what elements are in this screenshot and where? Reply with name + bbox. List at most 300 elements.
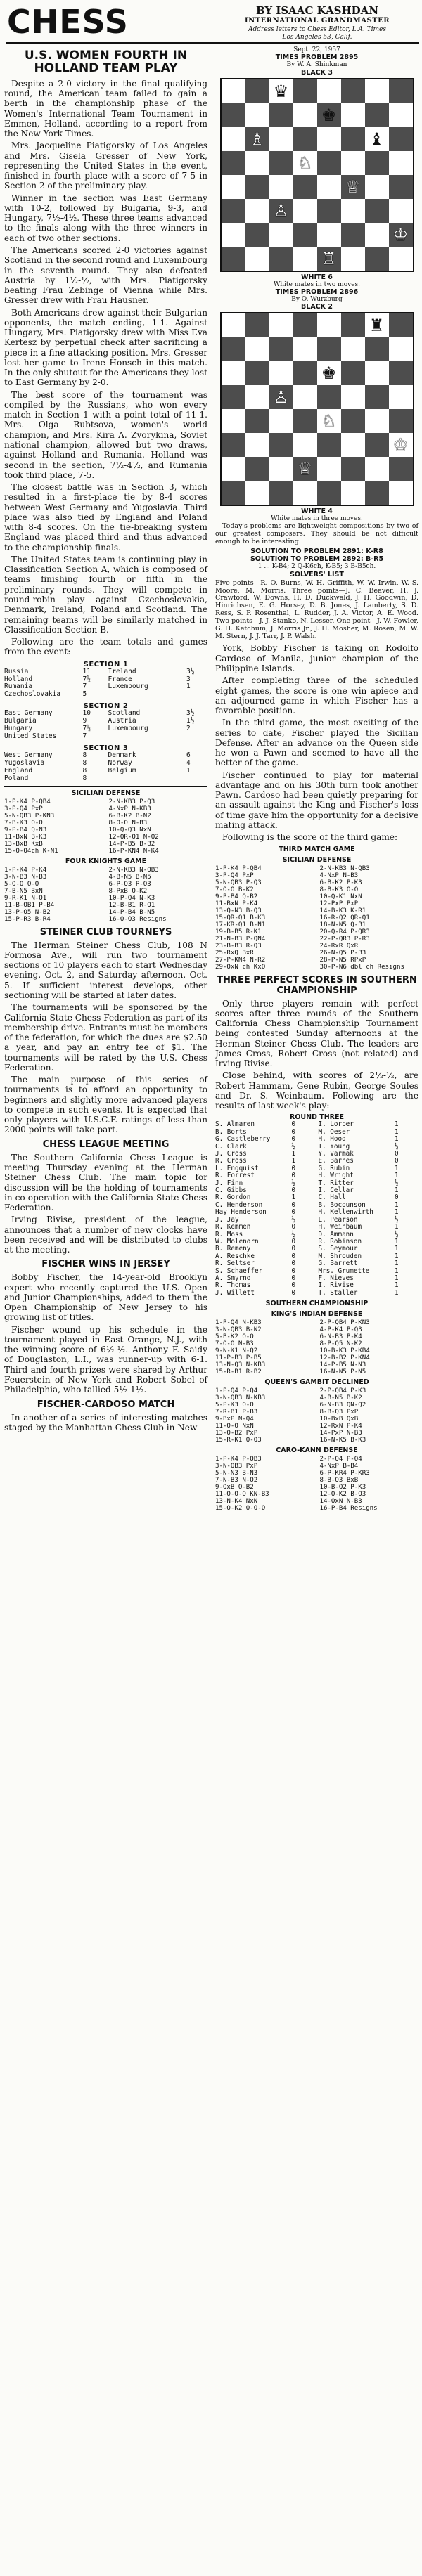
chess-move: 4-B-N5 B-N5 (108, 873, 151, 881)
address-line-2: Los Angeles 53, Calif. (282, 34, 352, 41)
standings-cell: Belgium (108, 766, 136, 775)
round-three-title: ROUND THREE (290, 1113, 344, 1122)
board-square (317, 385, 341, 409)
chess-move: 2-N-KB3 P-Q3 (108, 798, 155, 805)
board-square (341, 151, 365, 175)
result-cell: 1 (395, 1288, 399, 1297)
chess-move: 14-B-K3 K-R1 (319, 907, 366, 914)
fischer-continuation-paragraph: In the third game, the most exciting of the series to date, Fischer played the Sicilian Defense. After an advance on the Queen side he won a Pawn and seemed to have all the better of the game. (215, 718, 418, 768)
result-cell: ½ (395, 1215, 399, 1224)
board-square (341, 361, 365, 385)
round-three-results (215, 1121, 418, 1297)
board-square (245, 79, 269, 103)
result-cell: 0 (291, 1135, 296, 1144)
board-square (293, 433, 317, 457)
standings-cell: 8 (82, 774, 87, 782)
chess-move: 9-P-B4 Q-N3 (4, 826, 47, 834)
chess-move: 8-B-K3 O-O (319, 886, 359, 893)
result-cell: L. Pearson (318, 1215, 358, 1224)
problem-two-diagram (217, 312, 418, 506)
chess-piece-icon: ♚ (321, 363, 337, 384)
board-square (222, 433, 245, 457)
standings-cell: Czechoslovakia (4, 690, 61, 699)
problem-one-caption: White mates in two moves. (273, 280, 361, 288)
standings-cell: 5 (82, 690, 87, 699)
result-cell: C. Clark (215, 1142, 247, 1151)
team-standings (4, 661, 207, 783)
board-square (245, 175, 269, 199)
chess-move: 16-P-KN4 N-K4 (108, 847, 159, 855)
result-cell: 1 (395, 1260, 399, 1268)
chess-move: 9-QxB Q-B2 (215, 1484, 254, 1491)
result-cell: 0 (291, 1200, 296, 1209)
chess-move: 3-N-QB3 PxP (215, 1463, 258, 1470)
league-paragraph: The Southern California Chess League is meeting Thursday evening at the Herman Steiner Chess Club. The main topic for discussion will be the holding of tournaments in co-operation with the California State Chess Federation. (4, 1152, 207, 1213)
chess-move: 6-P-KR4 P-KR3 (319, 1470, 370, 1477)
board-square (222, 151, 245, 175)
article-paragraph: The United States team is continuing play in Classification Section A, which is composed of teams finishing fourth or fifth in the preliminary rounds. They will compete in round-robin play against Czechoslovakia, Denmark, Ireland, Poland and Scotland. The remaining teams will be similarly matched in Classification Section B. (4, 554, 207, 635)
chess-move: 13-BxB KxB (4, 840, 43, 848)
result-cell: 1 (395, 1237, 399, 1245)
board-square (341, 247, 365, 271)
main-article (4, 79, 207, 657)
article-paragraph: Both Americans drew against their Bulgarian opponents, the match ending, 1-1. Against Hungary, Mrs. Piatigorsky drew with Miss Eva Kertesz by perpetual check after sacrificing a piece in a fine attacking position. Mrs. Gresser lost her game to Irene Honsch in this match. In the only shutout for the Americans they lost to East Germany by 2-0. (4, 307, 207, 388)
standings-cell (108, 733, 183, 741)
board-square (293, 79, 317, 103)
game-one-score (4, 798, 207, 855)
southern-game-score (215, 1319, 418, 1376)
result-cell: G. Barrett (318, 1260, 358, 1268)
standings-table (4, 710, 207, 741)
championship-paragraph: Close behind, with scores of 2½-½, are Robert Hammam, Gene Rubin, George Soules and Dr. S. Weinbaum. Following are the results of last week's play: (215, 1070, 418, 1111)
chess-move: 16-R-Q2 QR-Q1 (319, 914, 370, 921)
article-paragraph: The Americans scored 2-0 victories against Scotland in the second round and Luxembourg in the seventh round. They also defeated Austria by 1½-½, with Mrs. Piatigorsky beating Frau Zebinge of Vienna while Mrs. Gresser drew with Frau Hausner. (4, 245, 207, 306)
chess-move: 4-NxP N-B3 (319, 872, 359, 879)
board-square (222, 385, 245, 409)
game-one-title: SICILIAN DEFENSE (71, 789, 141, 797)
chess-move: 12-RxN P-K4 (319, 1423, 362, 1430)
board-square (317, 127, 341, 151)
board-square (365, 247, 389, 271)
board-square (222, 199, 245, 223)
board-square (245, 361, 269, 385)
chess-move: 1-P-Q4 N-KB3 (215, 1319, 262, 1327)
board-square (341, 337, 365, 361)
chess-move: 16-N-K5 B-K3 (319, 1437, 366, 1444)
result-cell: 1 (395, 1127, 399, 1136)
chess-piece-icon: ♙ (273, 200, 289, 221)
standings-cell: Luxembourg (108, 682, 148, 691)
southern-championship-article (215, 999, 418, 1111)
fischer-continuation-paragraph: Following is the score of the third game: (222, 832, 398, 843)
result-cell: 0 (291, 1186, 296, 1195)
chess-move: 16-Q-Q3 Resigns (108, 915, 167, 923)
solution-line-2: SOLUTION TO PROBLEM 2892: B-R5 (250, 555, 384, 564)
chess-move: 15-R-B1 R-B2 (215, 1368, 262, 1376)
chess-move: 7-N-B3 N-Q2 (215, 1477, 258, 1484)
result-cell: T. Staller (318, 1288, 358, 1297)
chess-move: 6-P-Q3 P-Q3 (108, 880, 151, 888)
board-square (222, 103, 245, 127)
board-square (365, 385, 389, 409)
chess-move: 24-RxR QxR (319, 942, 359, 950)
result-cell: Hay Henderson (215, 1208, 267, 1217)
result-cell: J. Finn (215, 1179, 243, 1187)
result-cell: G. Rubin (318, 1164, 350, 1172)
result-cell: 1 (395, 1245, 399, 1253)
result-cell: ½ (395, 1179, 399, 1187)
board-square (341, 433, 365, 457)
board-square (341, 481, 365, 505)
result-cell: 1 (291, 1193, 296, 1202)
chess-move: 14-P-B5 B-B2 (108, 840, 155, 848)
masthead (6, 3, 419, 44)
chess-move: 15-R-K1 Q-Q3 (215, 1437, 262, 1444)
board-square (317, 223, 341, 247)
result-cell: G. Castleberry (215, 1135, 271, 1144)
address-line-1: Address letters to Chess Editor, L.A. Times (248, 26, 386, 33)
chess-move: 6-N-B3 QN-Q2 (319, 1402, 366, 1409)
board-square (317, 151, 341, 175)
caro-kann-title: CARO-KANN DEFENSE (276, 1446, 358, 1455)
board-square (269, 361, 293, 385)
board-square (245, 409, 269, 433)
solvers-heading: SOLVERS' LIST (290, 570, 344, 578)
board-square (269, 433, 293, 457)
result-cell: R. Gordon (215, 1193, 251, 1202)
chess-piece-icon: ♜ (369, 316, 385, 336)
result-cell: 1 (395, 1267, 399, 1275)
result-cell: S. Schaeffer (215, 1267, 263, 1275)
chess-move: 16-P-B4 Resigns (319, 1505, 378, 1513)
chess-move: 19-B-B5 R-K1 (215, 928, 262, 936)
article-paragraph: The closest battle was in Section 3, which resulted in a first-place tie by 8-4 scores between West Germany and Yugoslavia. Third place was also tied by England and Poland with 8-4 scores. On the tie-breaking system England was placed third and thus advanced to the championship finals. (4, 482, 207, 552)
board-square (389, 79, 413, 103)
result-cell: J. Willett (215, 1288, 255, 1297)
board-square (222, 481, 245, 505)
chess-move: 4-NxP N-KB3 (108, 805, 151, 813)
chess-piece-icon: ♙ (273, 387, 289, 408)
chess-move: 7-O-O N-B3 (215, 1340, 254, 1348)
chess-move: 25-RxQ BxR (215, 949, 254, 957)
board-square (245, 481, 269, 505)
result-cell: T. Young (318, 1142, 350, 1151)
standings-cell: 1½ (186, 717, 195, 725)
standings-table (4, 668, 207, 699)
board-square (222, 127, 245, 151)
chess-move: 18-N-N5 Q-B1 (319, 921, 366, 928)
standings-cell: Holland (4, 675, 33, 683)
steiner-paragraph: The tournaments will be sponsored by the California State Chess Federation as part of its membership drive. Entrants must be members of the federation, for which the dues are $2.50 a year, and pay an entry fee of $1. The tournaments will be rated by the U.S. Chess Federation. (4, 1002, 207, 1073)
standings-cell: 7 (82, 732, 87, 741)
standings-cell: 3 (186, 675, 191, 683)
board-square (245, 457, 269, 481)
board-square (269, 247, 293, 271)
chess-move: 15-P-R3 B-R4 (4, 915, 51, 923)
result-cell: C. Hall (318, 1193, 346, 1202)
chess-piece-icon: ♝ (369, 129, 385, 149)
board-square (269, 481, 293, 505)
board-square (389, 361, 413, 385)
board-square (365, 481, 389, 505)
chess-move: 1-P-Q4 P-Q4 (215, 1387, 258, 1395)
chess-move: 8-PxB Q-K2 (108, 887, 148, 895)
fischer-continuation-paragraph: After completing three of the scheduled eight games, the score is one win apiece and an adjourned game in which Fischer has a favorable position. (215, 675, 418, 716)
standings-cell: Norway (108, 758, 132, 767)
problem-date: Sept. 22, 1957 (293, 46, 340, 53)
chess-move: 9-BxP N-Q4 (215, 1416, 254, 1423)
chess-move: 11-BxN P-K4 (215, 900, 258, 907)
chess-move: 12-Q-K2 B-Q3 (319, 1491, 366, 1499)
board-square (365, 199, 389, 223)
board-square (269, 223, 293, 247)
problem-one-author: By W. A. Shinkman (286, 61, 347, 69)
chess-move: 2-N-KB3 N-QB3 (319, 865, 370, 872)
chess-piece-icon: ♛ (273, 81, 289, 101)
chess-move: 13-Q-B2 PxP (215, 1430, 258, 1437)
fischer-cardoso-continuation (215, 643, 418, 842)
board-square (389, 457, 413, 481)
board-square (365, 223, 389, 247)
board-square (245, 103, 269, 127)
standings-cell (108, 775, 183, 783)
chess-move: 14-P-B4 B-N5 (108, 908, 155, 916)
board-square (389, 313, 413, 337)
result-cell: 0 (395, 1193, 399, 1202)
chess-move: 13-N-K4 NxN (215, 1498, 258, 1506)
chess-move: 13-N-Q3 N-KB3 (215, 1361, 266, 1369)
board-square (317, 457, 341, 481)
chess-move: 9-P-B4 Q-B2 (215, 893, 258, 900)
board-square (222, 457, 245, 481)
chess-move: 10-B-Q2 P-K3 (319, 1484, 366, 1491)
result-cell: S. Seymour (318, 1245, 358, 1253)
third-game-score (215, 865, 418, 971)
board-square (245, 151, 269, 175)
chess-move: 12-PxP PxP (319, 900, 359, 907)
standings-cell: 1 (186, 682, 191, 691)
game-two-score (4, 867, 207, 923)
chess-move: 14-PxP N-B3 (319, 1430, 362, 1437)
result-cell: ½ (395, 1142, 399, 1151)
article-paragraph: Despite a 2-0 victory in the final qualifying round, the American team failed to gain a berth in the championship phase of the Women's International Team Tournament in Emmen, Holland, according to a report from the New York Times. (4, 78, 207, 139)
result-cell: W. Molenorn (215, 1237, 259, 1245)
board-square (293, 247, 317, 271)
article-paragraph: Following are the team totals and games from the event: (4, 637, 207, 657)
standings-cell: 11 (82, 667, 91, 675)
result-cell: D. Ammann (318, 1230, 354, 1238)
divider (4, 786, 207, 787)
standings-cell (186, 691, 207, 699)
result-cell: 0 (291, 1288, 296, 1297)
standings-cell: England (4, 766, 33, 775)
fischer-article (4, 1272, 207, 1394)
chess-move: 7-O-O B-K2 (215, 886, 254, 893)
chess-move: 13-Q-N3 B-Q3 (215, 907, 262, 914)
chess-move: 16-N-N5 P-N5 (319, 1368, 366, 1376)
result-cell: 0 (291, 1260, 296, 1268)
chess-piece-icon: ♕ (345, 176, 361, 197)
board-square (269, 337, 293, 361)
standings-section-title: SECTION 3 (83, 744, 129, 752)
chess-move: 12-QR-Q1 N-Q2 (108, 833, 159, 841)
board-square (269, 175, 293, 199)
result-cell: 0 (291, 1223, 296, 1231)
article-paragraph: The best score of the tournament was compiled by the Russians, who won every match in Section 1 with a point total of 11-1. Mrs. Olga Rubtsova, women's world champion, and Mrs. Kira A. Zvorykina, Soviet national champion, allowed but two draws, against Holland and Rumania. Holland was second in the section, 7½-4½, and Rumania took third place, 7-5. (4, 389, 207, 480)
chess-move: 2-P-QB4 P-K3 (319, 1387, 366, 1395)
steiner-paragraph: The Herman Steiner Chess Club, 108 N Formosa Ave., will run two tournament sections of 10 players each to start Wednesday evening, Oct. 2, and Saturday afternoon, Oct. 5. If sufficient interest develops, other sectioning will be started at later dates. (4, 940, 207, 1000)
standings-cell: Ireland (108, 667, 136, 675)
chess-move: 5-N-QB3 P-Q3 (215, 879, 262, 886)
third-game-subtitle: SICILIAN DEFENSE (282, 855, 352, 864)
southern-game-subtitle: KING'S INDIAN DEFENSE (271, 1310, 363, 1319)
board-square (269, 127, 293, 151)
result-cell: R. Moss (215, 1230, 243, 1238)
chess-move: 27-P-KN4 N-R2 (215, 956, 266, 964)
board-square (293, 409, 317, 433)
result-cell: 1 (395, 1135, 399, 1144)
chess-move: 1-P-K4 P-QB4 (4, 798, 51, 805)
standings-cell: 4 (186, 758, 191, 767)
chess-move: 15-QR-Q1 B-K3 (215, 914, 266, 921)
board-square (341, 223, 365, 247)
chess-move: 14-P-B5 N-N3 (319, 1361, 366, 1369)
chess-move: 8-B-Q3 PxP (319, 1409, 359, 1416)
chess-move: 30-P-N6 dbl ch Resigns (319, 963, 404, 971)
chess-move: 11-BxN B-K3 (4, 833, 47, 841)
league-headline: CHESS LEAGUE MEETING (42, 1139, 170, 1150)
board-square (245, 247, 269, 271)
board-square (341, 103, 365, 127)
chess-move: 21-N-B3 P-QN4 (215, 935, 266, 943)
article-paragraph: Mrs. Jacqueline Piatigorsky of Los Angeles and Mrs. Gisela Gresser of New York, representing the United States in the event, finished in fourth place with a score of 7-5 in Section 2 of the preliminary play. (4, 141, 207, 191)
result-cell: H. Kellenwirth (318, 1208, 373, 1217)
board-square (365, 433, 389, 457)
result-cell: 0 (291, 1245, 296, 1253)
chess-move: 8-P-Q5 N-K2 (319, 1340, 362, 1348)
chess-move: 6-B-K2 B-N2 (108, 812, 151, 820)
queens-gambit-title: QUEEN'S GAMBIT DECLINED (264, 1378, 369, 1387)
board-square (293, 385, 317, 409)
perfect-scores-headline: THREE PERFECT SCORES IN SOUTHERN CHAMPIONSHIP (217, 974, 417, 996)
board-square (269, 103, 293, 127)
championship-paragraph: Only three players remain with perfect scores after three rounds of the Southern California Chess Championship Tournament being contested Sunday afternoons at the Herman Steiner Chess Club. The leaders are James Cross, Robert Cross (not related) and Irving Rivise. (215, 998, 418, 1069)
chess-move: 1-P-K4 P-QB3 (215, 1456, 262, 1463)
solution-line-3: 1 ... K-B4; 2 Q-K6ch, K-B5; 3 B-B5ch. (257, 563, 376, 571)
board-square (269, 457, 293, 481)
chess-move: 11-O-O-O KN-B3 (215, 1491, 269, 1499)
board-square (389, 247, 413, 271)
result-cell: 0 (291, 1172, 296, 1180)
result-cell: F. Nieves (318, 1274, 354, 1282)
result-cell: B. Remeny (215, 1245, 251, 1253)
chessboard-two (220, 312, 414, 506)
cardoso-headline: FISCHER-CARDOSO MATCH (37, 1399, 175, 1410)
standings-cell: 8 (82, 751, 87, 759)
author-rank: INTERNATIONAL GRANDMASTER (244, 17, 390, 25)
standings-cell: East Germany (4, 709, 53, 718)
result-cell: B. Borts (215, 1127, 247, 1136)
board-square (341, 199, 365, 223)
southern-game-title: SOUTHERN CHAMPIONSHIP (265, 1300, 369, 1308)
standings-cell: Hungary (4, 725, 33, 733)
standings-cell: 10 (82, 709, 91, 718)
chess-piece-icon: ♘ (321, 411, 337, 432)
chess-move: 10-BxB QxB (319, 1416, 359, 1423)
standings-cell: Scotland (108, 709, 141, 718)
chess-move: 4-B-N5 B-K2 (319, 1394, 362, 1402)
standings-cell: Russia (4, 667, 29, 675)
standings-cell: Luxembourg (108, 725, 148, 733)
board-square (365, 103, 389, 127)
byline: BY ISAAC KASHDAN (255, 4, 379, 17)
result-cell: 0 (291, 1127, 296, 1136)
standings-cell: Rumania (4, 682, 33, 691)
result-cell: Y. Varmak (318, 1150, 354, 1158)
result-cell: 1 (291, 1157, 296, 1165)
result-cell: 1 (395, 1200, 399, 1209)
standings-section-title: SECTION 1 (83, 660, 129, 668)
chess-move: 3-N-QB3 N-KB3 (215, 1394, 266, 1402)
result-cell: I. Lorber (318, 1120, 354, 1129)
standings-cell (186, 733, 207, 741)
result-cell: H. Hood (318, 1135, 346, 1144)
chess-move: 7-R-B1 P-B3 (215, 1409, 258, 1416)
chess-piece-icon: ♔ (392, 224, 409, 245)
board-square (389, 385, 413, 409)
chess-move: 15-Q-K2 O-O-O (215, 1505, 266, 1513)
standings-cell: 7 (82, 682, 87, 691)
chess-move: 20-Q-R4 P-QR3 (319, 928, 370, 936)
board-square (245, 385, 269, 409)
result-cell: 1 (291, 1150, 296, 1158)
left-column (4, 46, 207, 2570)
game-two-title: FOUR KNIGHTS GAME (65, 857, 147, 865)
board-square (389, 409, 413, 433)
chess-move: 10-P-Q4 N-K3 (108, 894, 155, 902)
chess-move: 15-Q-Q4ch K-N1 (4, 847, 58, 855)
result-cell: 1 (395, 1120, 399, 1129)
board-square (269, 151, 293, 175)
result-cell: C. Gibbs (215, 1186, 247, 1195)
problem-one-title: TIMES PROBLEM 2895 (275, 53, 359, 62)
chess-move: 8-O-O N-B3 (108, 819, 148, 827)
chess-piece-icon: ♔ (392, 435, 409, 455)
chess-move: 9-R-K1 N-Q1 (4, 894, 47, 902)
standings-cell: United States (4, 732, 57, 741)
chess-move: 23-B-B3 R-Q3 (215, 942, 262, 950)
result-cell: M. Shrouden (318, 1252, 362, 1260)
result-cell: 0 (291, 1120, 296, 1129)
result-cell: A. Reschke (215, 1252, 255, 1260)
problem-note: Today's problems are lightweight compositions by two of our greatest composers. They should be not difficult enough to be interesting. (215, 522, 418, 545)
article-paragraph: Winner in the section was East Germany with 10-2, followed by Bulgaria, 9-3, and Hungary, 7½-4½. These three teams advanced to the finals along with the three winners in each of two other sections. (4, 193, 207, 243)
board-square (341, 409, 365, 433)
chess-move: 14-QxN N-B3 (319, 1498, 362, 1506)
result-cell: 1 (395, 1208, 399, 1217)
result-cell: C. Henderson (215, 1200, 263, 1209)
chess-move: 2-N-KB3 N-QB3 (108, 866, 159, 874)
standings-cell: 6 (186, 751, 191, 759)
steiner-headline: STEINER CLUB TOURNEYS (39, 926, 172, 938)
chess-move: 5-N-N3 B-N3 (215, 1470, 258, 1477)
result-cell: ½ (291, 1142, 296, 1151)
chess-move: 1-P-K4 P-K4 (4, 866, 47, 874)
result-cell: R. Robinson (318, 1237, 362, 1245)
board-square (365, 337, 389, 361)
result-cell: B. Bocounson (318, 1200, 366, 1209)
standings-cell: 9 (82, 717, 87, 725)
